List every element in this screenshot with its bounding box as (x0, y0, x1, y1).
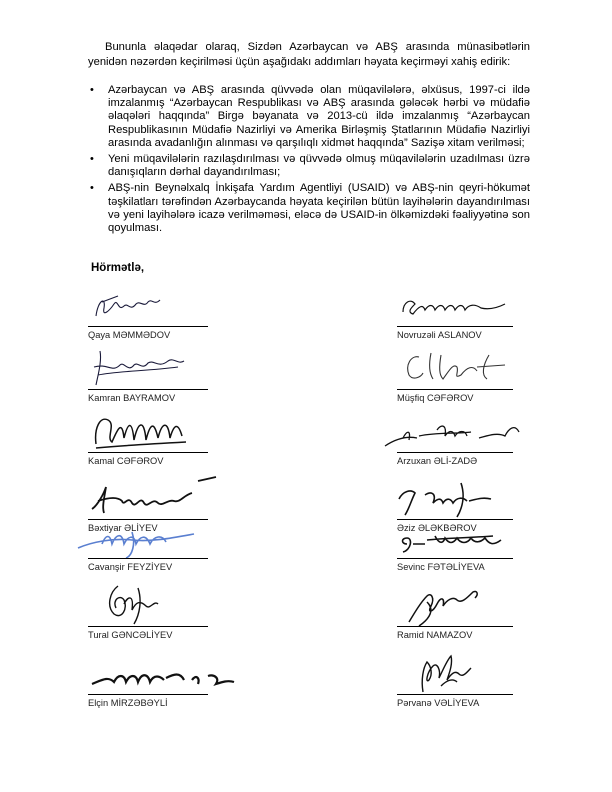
signature-block (88, 345, 208, 407)
handwritten-signature (397, 282, 517, 326)
handwritten-signature (88, 475, 218, 519)
signature-line (88, 558, 208, 559)
signature-block (72, 514, 192, 576)
signature-line (397, 558, 513, 559)
signature-line (88, 389, 208, 390)
list-item-text: Azərbaycan və ABŞ arasında qüvvədə olan müqavilələrə, əlxüsus, 1997-ci ildə imzalanmış “Azərbaycan Respublikası və ABŞ arasında gələcək hərbi və müdafiə əlaqələri haqqında” Birgə bəyanata və 2013-cü ildə imzalanmış “Azərbaycan Respublikasının Müdafiə Nazirliyi və Amerika Birləşmiş Ştatlarının Müdafiə Nazirliyi arasında avadanlığın alınması və qarşılıqlı xidmət haqqında” Sazişə xitam verilməsi; (108, 84, 530, 149)
handwritten-signature (397, 514, 517, 558)
signatory-name: Arzuxan ƏLİ-ZADƏ (397, 456, 478, 466)
signatory-name: Ramid NAMAZOV (397, 630, 473, 640)
signatory-name: Qaya MƏMMƏDOV (88, 330, 171, 340)
handwritten-signature (397, 650, 517, 694)
bullet-icon: • (90, 153, 94, 166)
handwritten-signature (397, 582, 517, 626)
handwritten-signature (72, 514, 202, 558)
request-list (88, 84, 530, 238)
closing-greeting: Hörmətlə, (91, 262, 145, 274)
signature-block (88, 408, 208, 470)
signature-line (88, 326, 208, 327)
signatory-name: Bəxtiyar ƏLİYEV (88, 523, 158, 533)
signature-block (88, 650, 208, 712)
intro-paragraph: Bununla əlaqədar olaraq, Sizdən Azərbaycan və ABŞ arasında münasibətlərin yenidən nəzərdən keçirilməsi üçün aşağıdakı addımları həyata keçirməyi xahiş edirik: (88, 41, 530, 68)
signature-block (397, 282, 517, 344)
signature-block (88, 282, 208, 344)
signature-block (397, 650, 517, 712)
handwritten-signature (88, 282, 208, 326)
signature-block (397, 582, 517, 644)
signature-line (88, 626, 208, 627)
signature-block (397, 345, 517, 407)
signature-line (397, 452, 513, 453)
handwritten-signature (88, 582, 208, 626)
signature-line (88, 694, 208, 695)
signatory-name: Cavanşir FEYZİYEV (88, 562, 173, 572)
signature-line (397, 326, 513, 327)
list-item (88, 84, 530, 150)
handwritten-signature (397, 475, 517, 519)
signature-line (397, 626, 513, 627)
bullet-icon: • (90, 182, 94, 195)
signature-line (397, 389, 513, 390)
signatory-name: Elçin MİRZƏBƏYLİ (88, 698, 168, 708)
signatory-name: Müşfiq CƏFƏROV (397, 393, 474, 403)
signature-block (397, 514, 517, 576)
signatory-name: Kamal CƏFƏROV (88, 456, 164, 466)
list-item (88, 182, 530, 235)
signatory-name: Novruzəli ASLANOV (397, 330, 482, 340)
signatory-name: Sevinc FƏTƏLİYEVA (397, 562, 485, 572)
list-item-text: Yeni müqavilələrin razılaşdırılması və qüvvədə olmuş müqavilələrin uzadılması üzrə danışıqların dərhal dayandırılması; (108, 153, 530, 179)
signature-block (88, 582, 208, 644)
signatory-name: Pərvanə VƏLİYEVA (397, 698, 480, 708)
signature-line (88, 452, 208, 453)
handwritten-signature (88, 408, 208, 452)
handwritten-signature (88, 345, 208, 389)
signature-line (397, 694, 513, 695)
list-item-text: ABŞ-nin Beynəlxalq İnkişafa Yardım Agentliyi (USAID) və ABŞ-nin qeyri-hökumət təşkilatları tərəfindən Azərbaycanda həyata keçirilən bütün layihələrin dayandırılması və yeni layihələrə icazə verilməməsi, eləcə də USAID-in ölkəmizdəki fəaliyyətinə son qoyulması. (108, 182, 530, 235)
handwritten-signature (88, 650, 238, 694)
handwritten-signature (397, 408, 527, 452)
bullet-icon: • (90, 84, 94, 96)
signatory-name: Əziz ƏLƏKBƏROV (397, 523, 477, 533)
handwritten-signature (397, 345, 517, 389)
signature-block (397, 408, 517, 470)
signatory-name: Kamran BAYRAMOV (88, 393, 176, 403)
signatory-name: Tural GƏNCƏLİYEV (88, 630, 173, 640)
list-item (88, 153, 530, 179)
